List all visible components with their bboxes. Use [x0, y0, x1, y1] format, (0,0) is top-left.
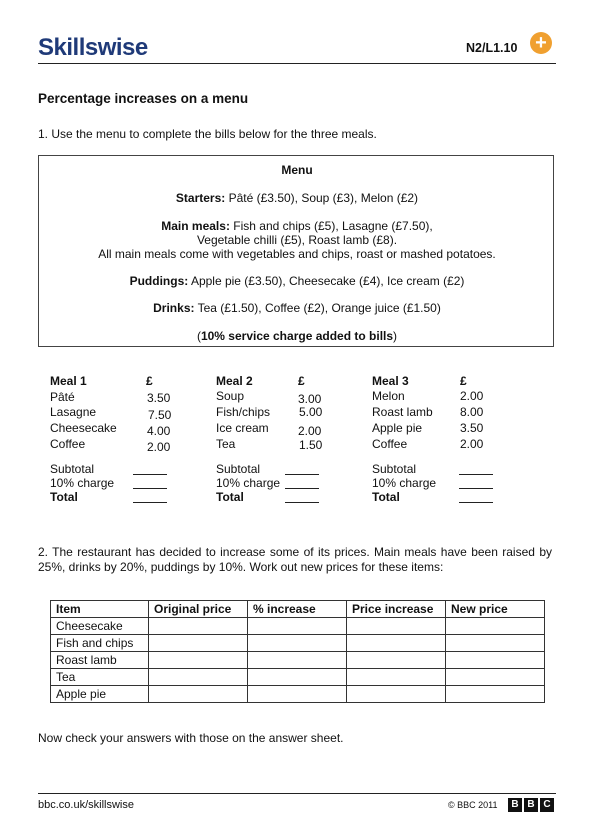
- meal-3-item: Coffee: [372, 437, 408, 451]
- menu-puddings: [39, 274, 555, 288]
- table-cell-price-increase[interactable]: [347, 618, 446, 635]
- table-cell-price-increase[interactable]: [347, 635, 446, 652]
- table-cell-new-price[interactable]: [446, 686, 545, 703]
- meal-2-item: Soup: [216, 389, 245, 403]
- meal-2-item: Tea: [216, 437, 236, 451]
- meal-3-price: 3.50: [460, 421, 484, 435]
- table-cell-percent-increase[interactable]: [248, 686, 347, 703]
- skillswise-logo: Skillswise: [38, 34, 148, 61]
- worksheet-code: N2/L1.10: [466, 41, 518, 55]
- table-cell-price-increase[interactable]: [347, 669, 446, 686]
- table-row: [51, 618, 545, 635]
- service-paren-open: (: [196, 329, 201, 343]
- footer-site-link[interactable]: bbc.co.uk/skillswise: [38, 799, 134, 811]
- table-cell-item: Apple pie: [51, 686, 149, 703]
- meal-1-charge-label: 10% charge: [50, 476, 115, 490]
- table-cell-percent-increase[interactable]: [248, 618, 347, 635]
- table-cell-new-price[interactable]: [446, 669, 545, 686]
- column-header-item: Item: [51, 601, 149, 618]
- meal-2-currency: £: [298, 374, 305, 388]
- meal-3-item: Roast lamb: [372, 405, 433, 419]
- meal-3-charge-blank: [459, 488, 493, 489]
- table-cell-original-price[interactable]: [149, 686, 248, 703]
- table-cell-original-price[interactable]: [149, 635, 248, 652]
- table-cell-item: Roast lamb: [51, 652, 149, 669]
- meal-3-subtotal-label: Subtotal: [372, 462, 417, 476]
- meal-1-price: 2.00: [147, 440, 171, 454]
- meal-2-subtotal-label: Subtotal: [216, 462, 261, 476]
- table-cell-new-price[interactable]: [446, 652, 545, 669]
- table-row: [51, 669, 545, 686]
- column-header-new-price: New price: [446, 601, 545, 618]
- table-cell-price-increase[interactable]: [347, 652, 446, 669]
- meal-1-charge-blank: [133, 488, 167, 489]
- meal-1-total-label: Total: [50, 490, 78, 504]
- meal-2-subtotal-blank: [285, 474, 319, 475]
- meal-2-price: 3.00: [298, 392, 322, 406]
- table-cell-item: Tea: [51, 669, 149, 686]
- meal-1-heading: Meal 1: [50, 374, 87, 388]
- question-1-text: 1. Use the menu to complete the bills below for the three meals.: [38, 127, 377, 141]
- meal-1-total-blank: [133, 502, 167, 503]
- plus-icon: +: [530, 32, 552, 54]
- menu-mains-line-3: All main meals come with vegetables and chips, roast or mashed potatoes.: [98, 247, 496, 261]
- table-cell-original-price[interactable]: [149, 652, 248, 669]
- table-cell-new-price[interactable]: [446, 635, 545, 652]
- meal-3-price: 2.00: [460, 389, 484, 403]
- table-cell-percent-increase[interactable]: [248, 669, 347, 686]
- meal-2-price: 1.50: [299, 438, 323, 452]
- table-header-row: [51, 601, 545, 618]
- menu-drinks: [39, 301, 555, 315]
- page-title: Percentage increases on a menu: [38, 91, 249, 106]
- meal-2-item: Ice cream: [216, 421, 269, 435]
- meal-1-item: Coffee: [50, 437, 86, 451]
- drinks-text: Tea (£1.50), Coffee (£2), Orange juice (£1.50): [194, 301, 441, 315]
- meal-3-total-blank: [459, 502, 493, 503]
- menu-mains-line-1: [39, 219, 555, 233]
- meal-1-price: 4.00: [147, 424, 171, 438]
- starters-text: Pâté (£3.50), Soup (£3), Melon (£2): [225, 191, 419, 205]
- bbc-logo-letter: B: [508, 798, 522, 812]
- check-answers-note: Now check your answers with those on the answer sheet.: [38, 731, 344, 745]
- meal-3-total-label: Total: [372, 490, 400, 504]
- meal-1-item: Pâté: [50, 390, 75, 404]
- meal-1-subtotal-blank: [133, 474, 167, 475]
- table-cell-percent-increase[interactable]: [248, 635, 347, 652]
- column-header-price-increase: Price increase: [347, 601, 446, 618]
- column-header-percent-increase: % increase: [248, 601, 347, 618]
- menu-mains-line-2: Vegetable chilli (£5), Roast lamb (£8).: [196, 233, 398, 247]
- meal-2-charge-label: 10% charge: [216, 476, 281, 490]
- mains-label: Main meals:: [161, 219, 230, 233]
- table-cell-item: Fish and chips: [51, 635, 149, 652]
- meal-2-price: 2.00: [298, 424, 322, 438]
- menu-service-charge: [39, 329, 555, 343]
- meal-3-price: 8.00: [460, 405, 484, 419]
- table-cell-price-increase[interactable]: [347, 686, 446, 703]
- meal-3-item: Melon: [372, 389, 405, 403]
- bbc-logo-letter: B: [524, 798, 538, 812]
- table-cell-original-price[interactable]: [149, 669, 248, 686]
- mains-text-1: Fish and chips (£5), Lasagne (£7.50),: [229, 219, 433, 233]
- table-row: [51, 652, 545, 669]
- meal-3-item: Apple pie: [372, 421, 423, 435]
- puddings-text: Apple pie (£3.50), Cheesecake (£4), Ice cream (£2): [188, 274, 465, 288]
- meal-1-subtotal-label: Subtotal: [50, 462, 95, 476]
- meal-2-heading: Meal 2: [216, 374, 253, 388]
- meal-1-price: 7.50: [148, 408, 172, 422]
- price-increase-table: [50, 600, 545, 703]
- bbc-logo-letter: C: [540, 798, 554, 812]
- meal-3-price: 2.00: [460, 437, 484, 451]
- drinks-label: Drinks:: [153, 301, 195, 315]
- table-cell-new-price[interactable]: [446, 618, 545, 635]
- table-cell-original-price[interactable]: [149, 618, 248, 635]
- meal-2-total-blank: [285, 502, 319, 503]
- service-charge-text: 10% service charge added to bills: [200, 329, 394, 343]
- footer-divider: [38, 793, 556, 794]
- meal-1-currency: £: [146, 374, 153, 388]
- table-row: [51, 686, 545, 703]
- meal-1-item: Cheesecake: [50, 421, 117, 435]
- meal-2-charge-blank: [285, 488, 319, 489]
- puddings-label: Puddings:: [129, 274, 189, 288]
- meal-3-charge-label: 10% charge: [372, 476, 437, 490]
- menu-box: [38, 155, 554, 347]
- menu-starters: [39, 191, 555, 205]
- meal-2-item: Fish/chips: [216, 405, 271, 419]
- starters-label: Starters:: [175, 191, 226, 205]
- meal-3-heading: Meal 3: [372, 374, 409, 388]
- service-paren-close: ): [393, 329, 398, 343]
- meal-1-item: Lasagne: [50, 405, 97, 419]
- header-divider: [38, 63, 556, 64]
- table-cell-percent-increase[interactable]: [248, 652, 347, 669]
- table-row: [51, 635, 545, 652]
- bbc-logo: [508, 798, 554, 812]
- column-header-original-price: Original price: [149, 601, 248, 618]
- meal-1-price: 3.50: [147, 391, 171, 405]
- meal-2-total-label: Total: [216, 490, 244, 504]
- question-2-text: 2. The restaurant has decided to increase some of its prices. Main meals have been raised by 25%, drinks by 20%, puddings by 10%. Work out new prices for these items:: [38, 545, 552, 574]
- meal-3-currency: £: [460, 374, 467, 388]
- table-cell-item: Cheesecake: [51, 618, 149, 635]
- meal-2-price: 5.00: [299, 405, 323, 419]
- menu-heading: Menu: [281, 163, 313, 177]
- meal-3-subtotal-blank: [459, 474, 493, 475]
- footer-copyright: © BBC 2011: [448, 800, 498, 810]
